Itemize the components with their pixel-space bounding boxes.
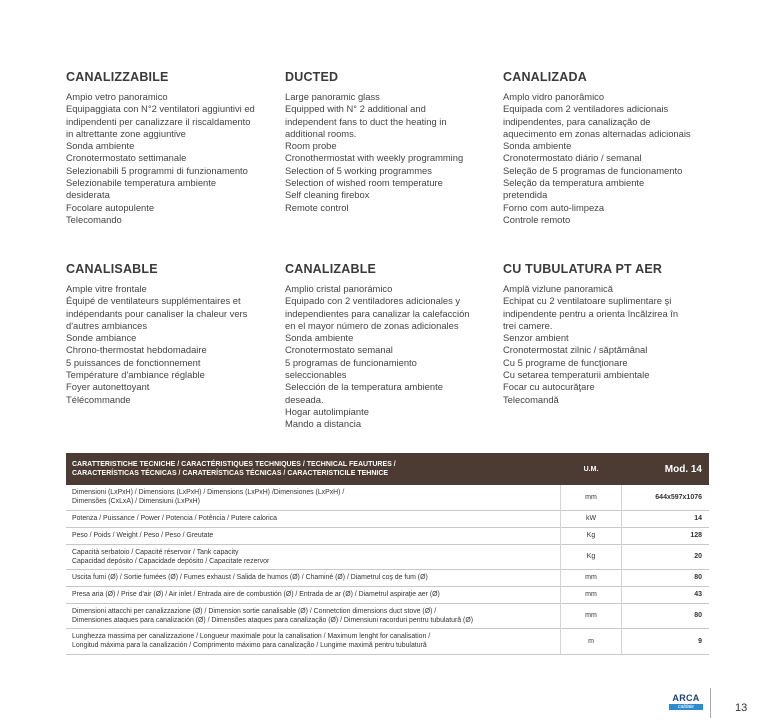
feature-line: 5 programas de funcionamiento xyxy=(285,356,417,368)
feature-line: Cronotermostat zilnic / săptămânal xyxy=(503,344,648,356)
feature-line: Amplă vizlune panoramică xyxy=(503,283,613,294)
section-feature-list xyxy=(503,91,708,226)
feature-line: Seleção de 5 programas de funcionamento xyxy=(503,164,683,176)
table-header-label xyxy=(66,453,561,485)
spec-label xyxy=(66,485,561,510)
spec-unit: mm xyxy=(561,485,622,510)
spec-label-line: Dimensioni attacchi per canalizzazione (Ø) / Dimension sortie canalisable (Ø) / Connetction dimensions duct stove (Ø) / xyxy=(72,607,437,615)
spec-label xyxy=(66,628,561,654)
feature-line: pretendida xyxy=(503,189,548,201)
section-canalisable xyxy=(66,262,271,406)
feature-line: indipendente pentru a orienta încălzirea în xyxy=(503,307,679,319)
feature-line: indipendentes, para canalização de xyxy=(503,115,651,127)
feature-line: Remote control xyxy=(285,201,349,213)
feature-line: Cu 5 programe de funcţionare xyxy=(503,356,628,368)
section-title: DUCTED xyxy=(285,70,339,84)
feature-line: Cronotermostato diário / semanal xyxy=(503,152,642,164)
table-row xyxy=(66,510,709,527)
header-label-line: CARACTERÍSTICAS TÉCNICAS / CARATERÍSTICAS TÉCNICAS / CARACTERISTICILE TEHNICE xyxy=(72,470,389,477)
feature-line: indipendenti per canalizzare il riscaldamento xyxy=(66,115,251,127)
feature-line: Ample vitre frontale xyxy=(66,283,147,294)
header-label-line: CARATTERISTICHE TECNICHE / CARACTÉRISTIQUES TECHNIQUES / TECHNICAL FEAUTURES / xyxy=(72,461,396,468)
feature-line: Chrono-thermostat hebdomadaire xyxy=(66,344,207,356)
feature-line: Selección de la temperatura ambiente xyxy=(285,381,443,393)
spec-label-line: Longitud máxima para la canalización / Comprimento máximo para canalização / Lungime maximă pentru tubulatură xyxy=(72,642,427,649)
feature-line: Seleção da temperatura ambiente xyxy=(503,177,645,189)
table-row xyxy=(66,603,709,628)
page-number: 13 xyxy=(735,702,748,714)
spec-unit: m xyxy=(561,628,622,654)
feature-line: deseada. xyxy=(285,393,324,405)
feature-line: Foyer autonettoyant xyxy=(66,381,150,393)
logo-text: ARCA xyxy=(672,693,700,703)
spec-label-line: Lunghezza massima per canalizzazione / Longueur maximale pour la canalisation / Maximum lenght for canalisation / xyxy=(72,633,431,640)
feature-line: indépendants pour canaliser la chaleur vers xyxy=(66,307,248,319)
feature-line: Selection of 5 working programmes xyxy=(285,164,432,176)
feature-line: in altrettante zone aggiuntive xyxy=(66,127,186,139)
feature-line: Cu setarea temperaturii ambientale xyxy=(503,369,650,381)
feature-line: Equipped with N° 2 additional and xyxy=(285,103,426,115)
feature-line: Ampio vetro panoramico xyxy=(66,91,168,102)
table-row xyxy=(66,586,709,603)
table-row xyxy=(66,485,709,510)
spec-label-line: Presa aria (Ø) / Prise d'air (Ø) / Air inlet / Entrada aire de combustión (Ø) / Entrada de ar (Ø) / Diametrul aspiraţie aer (Ø) xyxy=(72,591,440,598)
feature-line: Télécommande xyxy=(66,393,131,405)
feature-line: additional rooms. xyxy=(285,127,357,139)
section-canalizzabile xyxy=(66,70,271,226)
spec-value: 128 xyxy=(622,527,710,544)
feature-line: Cronothermostat with weekly programming xyxy=(285,152,464,164)
table-row xyxy=(66,544,709,569)
spec-unit: Kg xyxy=(561,544,622,569)
spec-label xyxy=(66,569,561,586)
technical-specs-table xyxy=(66,453,709,655)
feature-line: Sonda ambiente xyxy=(285,332,354,344)
feature-line: Room probe xyxy=(285,140,337,152)
feature-line: desiderata xyxy=(66,189,110,201)
spec-value: 80 xyxy=(622,569,710,586)
feature-line: Equipaggiata con N°2 ventilatori aggiuntivi ed xyxy=(66,103,255,115)
spec-unit: mm xyxy=(561,586,622,603)
spec-unit: mm xyxy=(561,603,622,628)
section-cu-tubulatura xyxy=(503,262,708,406)
feature-line: Amplio cristal panorámico xyxy=(285,283,393,294)
spec-label-line: Potenza / Puissance / Power / Potencia / Potência / Putere calorica xyxy=(72,515,277,522)
spec-label-line: Dimensões (CxLxA) / Dimensiuni (LxPxH) xyxy=(72,498,200,506)
feature-line: 5 puissances de fonctionnement xyxy=(66,356,201,368)
spec-value: 644x597x1076 xyxy=(622,485,710,510)
spec-value: 43 xyxy=(622,586,710,603)
feature-line: Echipat cu 2 ventilatoare suplimentare şi xyxy=(503,295,672,307)
section-feature-list xyxy=(503,283,708,406)
feature-line: Selezionabili 5 programmi di funzionamento xyxy=(66,164,248,176)
spec-value: 80 xyxy=(622,603,710,628)
spec-unit: kW xyxy=(561,510,622,527)
feature-line: trei camere. xyxy=(503,319,553,331)
feature-line: independientes para canalizar la calefacción xyxy=(285,307,470,319)
feature-line: Sonde ambiance xyxy=(66,332,137,344)
section-title: CANALIZADA xyxy=(503,70,587,84)
feature-line: independent fans to duct the heating in xyxy=(285,115,447,127)
feature-line: Focolare autopulente xyxy=(66,201,155,213)
table-header-unit: U.M. xyxy=(561,453,622,485)
feature-line: Cronotermostato semanal xyxy=(285,344,393,356)
feature-line: Sonda ambiente xyxy=(503,140,572,152)
spec-unit: Kg xyxy=(561,527,622,544)
spec-label-line: Capacidad depósito / Capacidade depósito / Capacitate rezervor xyxy=(72,557,270,565)
feature-line: Equipado con 2 ventiladores adicionales y xyxy=(285,295,461,307)
table-row xyxy=(66,527,709,544)
spec-label xyxy=(66,603,561,628)
table-row xyxy=(66,569,709,586)
table-body xyxy=(66,485,709,654)
section-feature-list xyxy=(66,91,271,226)
spec-label xyxy=(66,510,561,527)
table-header-row xyxy=(66,453,709,485)
feature-line: Equipada com 2 ventiladores adicionais xyxy=(503,103,669,115)
spec-label-line: Peso / Poids / Weight / Peso / Peso / Greutate xyxy=(72,532,214,539)
section-canalizada xyxy=(503,70,708,226)
section-title: CU TUBULATURA PT AER xyxy=(503,262,663,276)
feature-line: Amplo vidro panorâmico xyxy=(503,91,605,102)
feature-line: Focar cu autocurăţare xyxy=(503,381,595,393)
spec-label-line: Uscita fumi (Ø) / Sortie fumées (Ø) / Fumes exhaust / Salida de humos (Ø) / Chaminé (Ø) / Diametrul coş de fum (Ø) xyxy=(72,574,428,581)
section-feature-list xyxy=(66,283,271,406)
section-title: CANALIZZABILE xyxy=(66,70,169,84)
spec-value: 14 xyxy=(622,510,710,527)
feature-line: Telecomandă xyxy=(503,393,559,405)
section-feature-list xyxy=(285,283,490,431)
table-header-model: Mod. 14 xyxy=(622,453,710,485)
spec-label xyxy=(66,544,561,569)
feature-line: Self cleaning firebox xyxy=(285,189,370,201)
feature-line: Telecomando xyxy=(66,213,122,225)
spec-label xyxy=(66,586,561,603)
feature-line: Senzor ambient xyxy=(503,332,569,344)
section-title: CANALISABLE xyxy=(66,262,158,276)
feature-line: Sonda ambiente xyxy=(66,140,135,152)
feature-line: d'autres ambiances xyxy=(66,319,148,331)
feature-line: Selection of wished room temperature xyxy=(285,177,443,189)
feature-line: Large panoramic glass xyxy=(285,91,380,102)
feature-line: Température d'ambiance réglable xyxy=(66,369,205,381)
feature-line: Controle remoto xyxy=(503,213,571,225)
spec-label-line: Capacità serbatoio / Capacité réservoir / Tank capacity xyxy=(72,548,239,556)
spec-label-line: Dimensiones ataques para canalización (Ø) / Dimensões ataques para canalização (Ø) / Dimensiuni racorduri pentru tubulatură (Ø) xyxy=(72,616,473,624)
feature-line: Mando a distancia xyxy=(285,418,362,430)
feature-line: Équipé de ventilateurs supplémentaires et xyxy=(66,295,241,307)
feature-line: Selezionabile temperatura ambiente xyxy=(66,177,217,189)
arca-caldaie-logo xyxy=(669,694,703,710)
spec-label-line: Dimensioni (LxPxH) / Dimensions (LxPxH) / Dimensions (LxPxH) /Dimensiones (LxPxH) / xyxy=(72,489,345,497)
logo-subtext: caldaie xyxy=(669,704,703,710)
feature-line: Hogar autolimpiante xyxy=(285,405,369,417)
section-ducted xyxy=(285,70,490,214)
feature-line: Cronotermostato settimanale xyxy=(66,152,187,164)
spec-value: 9 xyxy=(622,628,710,654)
section-canalizable xyxy=(285,262,490,431)
feature-line: Forno com auto-limpeza xyxy=(503,201,605,213)
spec-label xyxy=(66,527,561,544)
footer-divider xyxy=(710,688,711,718)
table-row xyxy=(66,628,709,654)
feature-line: seleccionables xyxy=(285,369,347,381)
feature-line: en el mayor número de zonas adicionales xyxy=(285,319,459,331)
section-title: CANALIZABLE xyxy=(285,262,377,276)
section-feature-list xyxy=(285,91,490,214)
spec-unit: mm xyxy=(561,569,622,586)
feature-line: aquecimento em zonas alternadas adicionais xyxy=(503,127,691,139)
spec-value: 20 xyxy=(622,544,710,569)
